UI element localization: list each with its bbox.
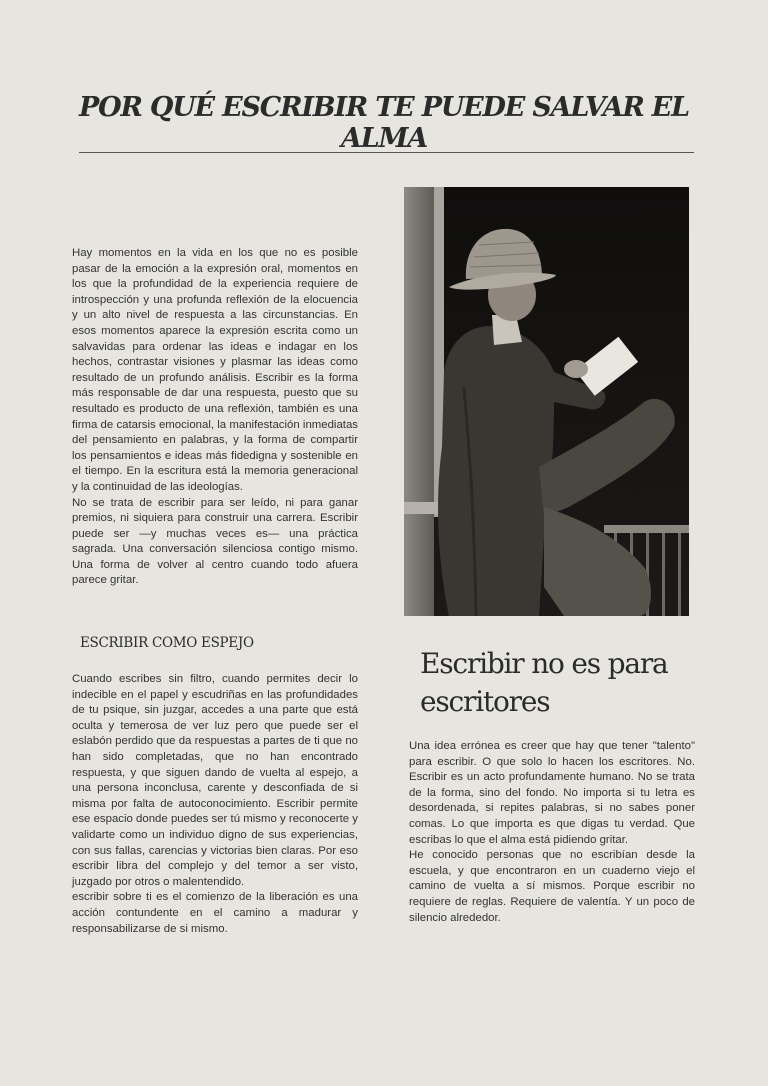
section-heading-espejo: ESCRIBIR COMO ESPEJO [80,635,254,651]
writer-photo [404,187,689,616]
escritores-paragraph: He conocido personas que no escribían desde la escuela, y que encontraron en un cuaderno viejo el camino de vuelta a sí mismos. Porque escribir no requiere de reglas. Requiere de valentía. Y un poco de silencio alrededor. [409,849,695,924]
intro-paragraph: No se trata de escribir para ser leído, ni para ganar premios, ni siquiera para construir una carrera. Escribir puede ser —y muchas veces es— una práctica sagrada. Una conversación silenciosa contigo mismo. Una forma de volver al centro cuando todo afuera parece gritar. [72,496,358,587]
espejo-paragraph: Cuando escribes sin filtro, cuando permites decir lo indecible en el papel y escudriñas en las profundidades de tu psique, sin juzgar, accedes a una parte que está oculta y temerosa de ver luz pero que puede ser el eslabón perdido que da respuestas a partes de ti que no han sido completadas, que no han encontrado respuesta, y que siguen dando de vuelta al espejo, a una persona inconclusa, carente y desconfiada de si misma por falta de autoconocimiento. Escribir permite ese espacio donde puedes ser tú mismo y reconocerte y validarte como un individuo digno de sus experiencias, con sus fallas, carencias y victorias bien claras. Por eso escribir libra del complejo y del temor a ser visto, juzgado por otros o malentendido. [72,673,358,888]
escritores-paragraph: Una idea errónea es creer que hay que tener "talento" para escribir. O que solo lo hacen los escritores. No. Escribir es un acto profundamente humano. No se trata de la forma, sino del fondo. No importa si tu letra es desordenada, si repites palabras, si no sabes poner comas. Lo que importa es que digas tu verdad. Que escribas lo que el alma está pidiendo gritar. [409,740,695,846]
intro-text [72,246,358,589]
section-heading-escritores: Escribir no es para escritores [420,647,668,718]
intro-paragraph: Hay momentos en la vida en los que no es posible pasar de la emoción a la expresión oral, momentos en los que la profundidad de la experiencia requiere de introspección y una profunda reflexión de la elocuencia y un alto nivel de respuesta a las circunstancias. En esos momentos aparece la expresión escrita como un salvavidas para ordenar las ideas e indagar en los hechos, contrastar visiones y plasmar las ideas como resultado de un profundo análisis. Escribir es la forma más responsable de dar una respuesta, puesto que su resultado es producto de una reflexión, también es una firma de catarsis emocional, la manifestación inmediatas del pensamiento en palabras, y la forma de compartir los pensamientos e ideas más fidedigna y sostenible en el tiempo. En la escritura está la memoria generacional y la continuidad de las ideologías. [72,247,358,493]
title-divider [79,152,694,153]
page-title: POR QUÉ ESCRIBIR TE PUEDE SALVAR EL ALMA [79,92,689,154]
espejo-paragraph: escribir sobre ti es el comienzo de la liberación es una acción contundente en el camino a madurar y responsabilizarse de si mismo. [72,891,358,935]
espejo-text [72,672,358,937]
escritores-text [409,739,695,926]
